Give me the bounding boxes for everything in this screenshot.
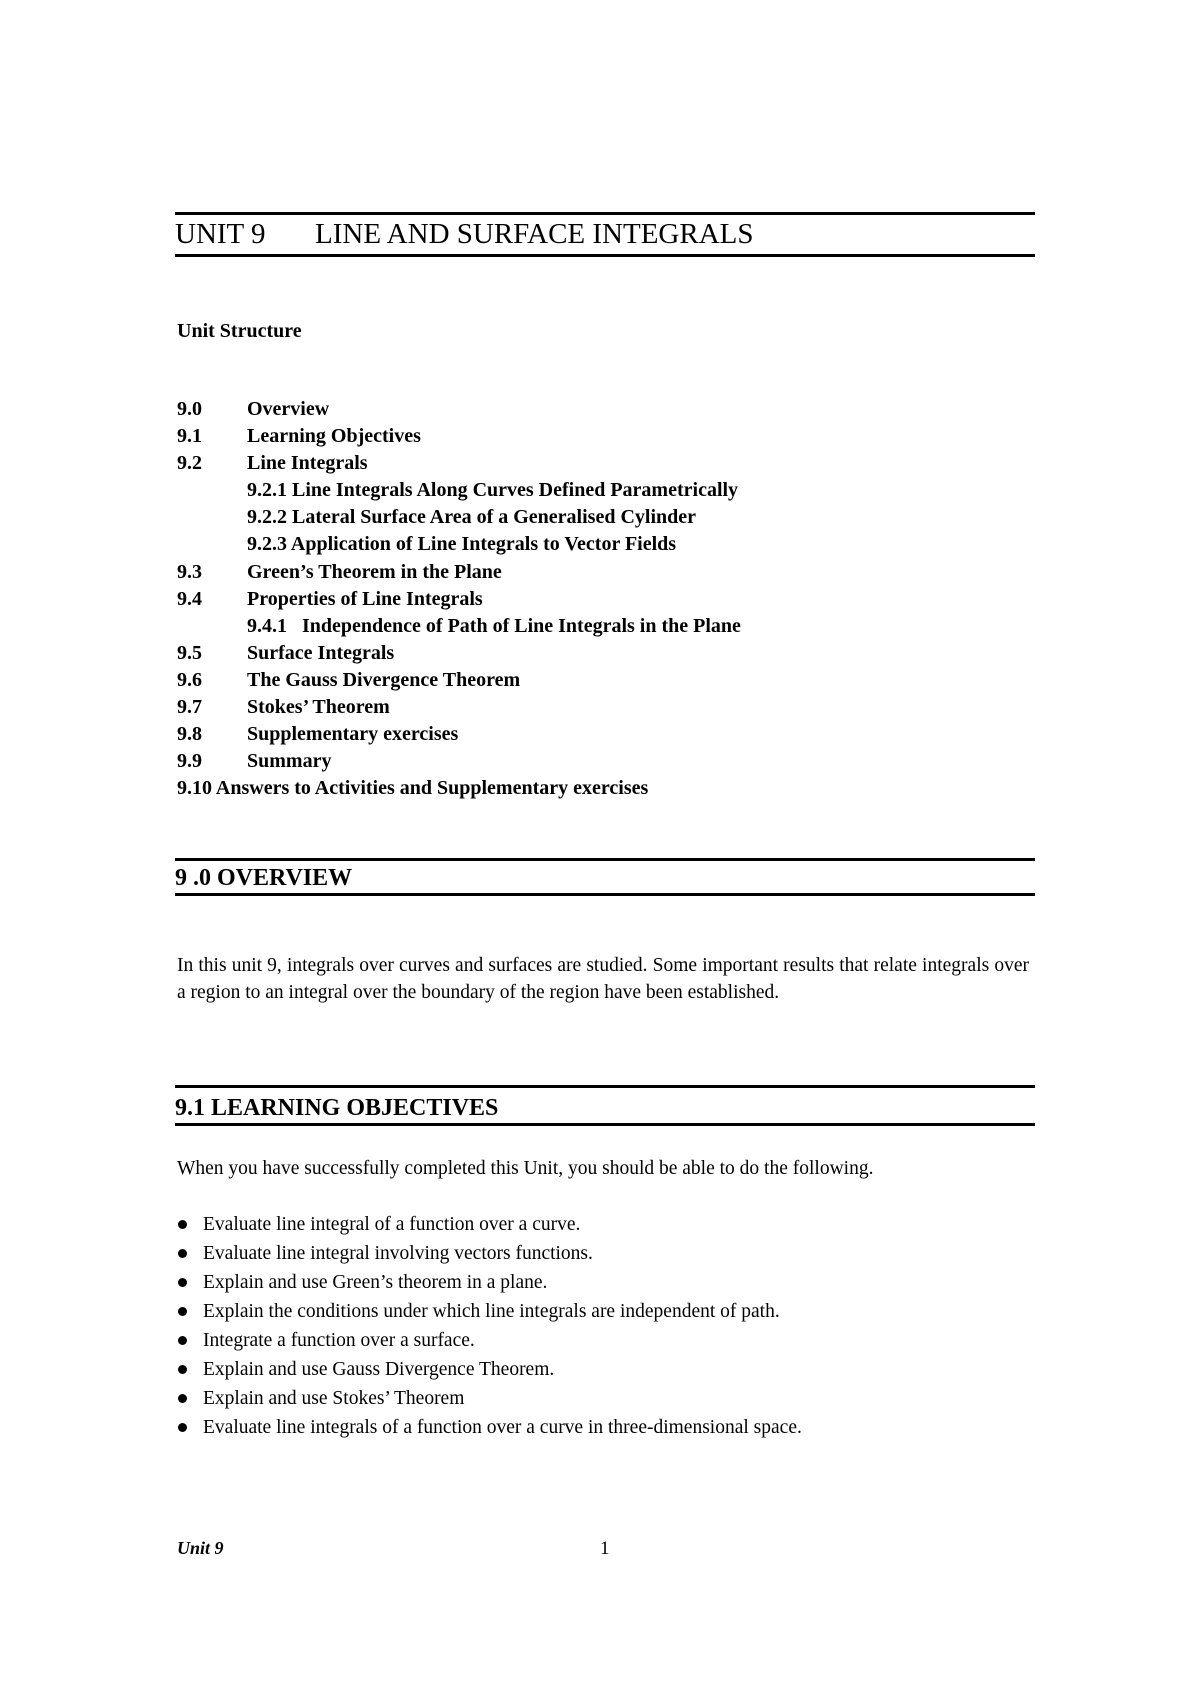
list-item <box>177 1384 802 1413</box>
toc-number: 9.0 <box>177 398 202 420</box>
bullet-icon <box>178 1365 187 1374</box>
overview-heading: 9 .0 OVERVIEW <box>175 865 353 891</box>
overview-bottom-rule <box>175 893 1035 896</box>
toc-subitem <box>177 531 677 558</box>
title-bottom-rule <box>175 254 1035 257</box>
toc-label: Supplementary exercises <box>247 723 459 746</box>
document-page <box>175 0 1035 1698</box>
toc-label: The Gauss Divergence Theorem <box>247 668 521 691</box>
toc-number: 9.9 <box>177 750 202 773</box>
toc-number: 9.1 <box>177 425 202 448</box>
footer-unit-label: Unit 9 <box>177 1538 224 1558</box>
bullet-icon <box>178 1394 187 1403</box>
list-item <box>177 1326 802 1355</box>
list-item-text: Explain and use Stokes’ Theorem <box>203 1388 465 1409</box>
list-item-text: Evaluate line integral involving vectors functions. <box>203 1243 593 1264</box>
toc-item <box>177 396 648 423</box>
list-item <box>177 1239 802 1268</box>
toc-label: Overview <box>247 398 330 420</box>
list-item <box>177 1268 802 1297</box>
toc-number: 9.5 <box>177 641 202 664</box>
toc-label: 9.2.1 Line Integrals Along Curves Defined Parametrically <box>247 479 739 502</box>
list-item <box>177 1355 802 1384</box>
toc-label: Properties of Line Integrals <box>247 587 483 610</box>
objectives-heading: 9.1 LEARNING OBJECTIVES <box>175 1095 499 1121</box>
toc-item <box>177 640 648 667</box>
toc-label: Surface Integrals <box>247 641 395 664</box>
toc-label: Stokes’ Theorem <box>247 696 390 719</box>
toc-item <box>177 748 648 775</box>
overview-top-rule <box>175 858 1035 861</box>
list-item-text: Explain and use Gauss Divergence Theorem. <box>203 1359 555 1380</box>
bullet-icon <box>178 1220 187 1229</box>
unit-structure-label: Unit Structure <box>177 320 302 342</box>
toc-item <box>177 423 648 450</box>
bullet-icon <box>178 1423 187 1432</box>
toc-label: Line Integrals <box>247 452 368 475</box>
toc-item <box>177 775 648 802</box>
list-item <box>177 1297 802 1326</box>
objectives-bottom-rule <box>175 1123 1035 1126</box>
toc-item <box>177 667 648 694</box>
list-item <box>177 1413 802 1442</box>
toc-number: 9.4 <box>177 587 202 610</box>
toc-number: 9.6 <box>177 668 202 691</box>
toc-number: 9.3 <box>177 560 202 583</box>
toc-subitem <box>177 613 741 640</box>
list-item-text: Explain the conditions under which line integrals are independent of path. <box>203 1301 780 1322</box>
toc-number: 9.2 <box>177 452 202 475</box>
title-top-rule <box>175 212 1035 215</box>
toc-subitem <box>177 504 697 531</box>
toc-item <box>177 694 648 721</box>
list-item <box>177 1210 802 1239</box>
toc-number: 9.8 <box>177 723 202 746</box>
bullet-icon <box>178 1278 187 1287</box>
toc-label: 9.10 Answers to Activities and Supplementary exercises <box>177 777 649 800</box>
unit-number: UNIT 9 <box>175 218 266 250</box>
objectives-intro: When you have successfully completed this Unit, you should be able to do the following. <box>177 1158 874 1179</box>
toc-label: 9.2.3 Application of Line Integrals to Vector Fields <box>247 533 677 556</box>
bullet-icon <box>178 1336 187 1345</box>
toc-number: 9.7 <box>177 696 202 719</box>
toc-label: 9.2.2 Lateral Surface Area of a Generalised Cylinder <box>247 506 697 529</box>
objectives-top-rule <box>175 1085 1035 1088</box>
toc-label: Learning Objectives <box>247 425 421 448</box>
list-item-text: Evaluate line integral of a function over a curve. <box>203 1214 581 1235</box>
list-item-text: Evaluate line integrals of a function over a curve in three-dimensional space. <box>203 1417 802 1438</box>
objectives-list <box>177 1210 802 1442</box>
table-of-contents <box>177 396 741 802</box>
toc-item <box>177 450 648 477</box>
bullet-icon <box>178 1307 187 1316</box>
toc-label: 9.4.1 Independence of Path of Line Integrals in the Plane <box>247 614 741 637</box>
list-item-text: Integrate a function over a surface. <box>203 1330 475 1351</box>
toc-item <box>177 559 648 586</box>
bullet-icon <box>178 1249 187 1258</box>
toc-label: Green’s Theorem in the Plane <box>247 560 502 583</box>
toc-subitem <box>177 477 739 504</box>
toc-item <box>177 721 648 748</box>
toc-item <box>177 586 648 613</box>
footer-page-number: 1 <box>600 1538 610 1559</box>
unit-name: LINE AND SURFACE INTEGRALS <box>315 218 754 250</box>
list-item-text: Explain and use Green’s theorem in a plane. <box>203 1272 548 1293</box>
overview-paragraph: In this unit 9, integrals over curves and surfaces are studied. Some important results that relate integrals over a region to an integral over the boundary of the region have been established. <box>177 955 1029 1003</box>
unit-title <box>175 217 754 251</box>
toc-label: Summary <box>247 750 332 773</box>
